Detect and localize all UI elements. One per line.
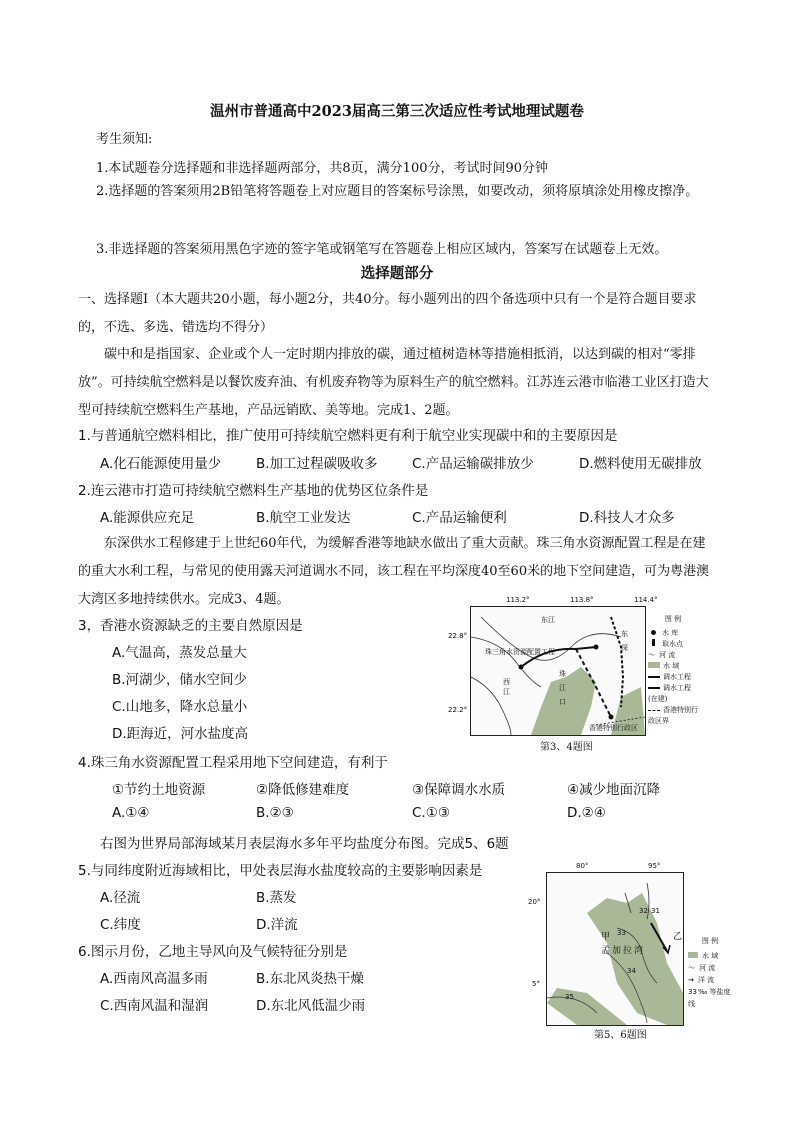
- reservoir-icon: [651, 630, 656, 635]
- isoline-label: 34: [627, 967, 636, 975]
- q4-option-c[interactable]: C.①③: [412, 805, 450, 821]
- legend-item: 调水工程(在建): [648, 684, 691, 703]
- hk-label: 香港特别行政区: [589, 724, 638, 732]
- q4-item-2: ②降低修建难度: [256, 782, 350, 798]
- zhujiangkou-label: 珠江口: [559, 670, 566, 706]
- q2-stem: 2.连云港市打造可持续航空燃料生产基地的优势区位条件是: [78, 483, 429, 499]
- page-title: 温州市普通高中2023届高三第三次适应性考试地理试题卷: [210, 103, 584, 120]
- isoline-label: 33: [617, 929, 626, 937]
- lat-label: 20°: [528, 898, 541, 906]
- q2-option-b[interactable]: B.航空工业发达: [256, 510, 351, 526]
- legend-title: 图 例: [701, 937, 719, 945]
- map-graphic: [471, 607, 645, 735]
- q4-option-d[interactable]: D.②④: [567, 805, 606, 821]
- q4-stem: 4.珠三角水资源配置工程采用地下空间建造，有利于: [78, 755, 388, 771]
- q5-stem: 5.与同纬度附近海域相比，甲处表层海水盐度较高的主要影响因素是: [78, 863, 483, 879]
- legend-item: → 洋 流: [688, 976, 715, 984]
- q5-option-d[interactable]: D.洋流: [256, 917, 298, 933]
- passage-carbon: 碳中和是指国家、企业或个人一定时期内排放的碳，通过植树造林等措施相抵消，以达到碳的相对“零排放”。可持续航空燃料是以餐饮废弃油、有机废弃物等为原料生产的航空燃料。江苏连云港市临港工业区打造大型可持续航空燃料生产基地，产品远销欧、美等地。完成1、2题。: [78, 347, 709, 418]
- q4-item-3: ③保障调水水质: [412, 782, 506, 798]
- legend-item: ～ 河 流: [688, 964, 716, 972]
- passage-salinity: 右图为世界局部海域某月表层海水多年平均盐度分布图。完成5、6题: [100, 836, 509, 852]
- section-title: 选择题部分: [360, 265, 434, 282]
- q1-stem: 1.与普通航空燃料相比，推广使用可持续航空燃料更有利于航空业实现碳中和的主要原因是: [78, 428, 618, 444]
- river-icon: ～: [648, 651, 655, 659]
- lon-label: 80°: [576, 862, 589, 870]
- lat-label: 22.2°: [448, 706, 468, 714]
- lat-label: 5°: [532, 980, 540, 988]
- q1-option-c[interactable]: C.产品运输碳排放少: [412, 456, 534, 472]
- water-area-icon: [688, 952, 698, 958]
- legend-item: 取水点: [648, 639, 698, 650]
- lon-label: 113.8°: [570, 596, 594, 604]
- q4-item-1: ①节约土地资源: [112, 782, 206, 798]
- passage-water: 东深供水工程修建于上世纪60年代，为缓解香港等地缺水做出了重大贡献。珠三角水资源配置工程是在建的重大水利工程，与常见的使用露天河道调水不同，该工程在平均深度40至60米的地下空间建造，可为粤港澳大湾区多地持续供水。完成3、4题。: [78, 536, 710, 607]
- lon-label: 95°: [648, 862, 661, 870]
- q2-option-a[interactable]: A.能源供应充足: [100, 510, 195, 526]
- map-pearl-river-delta: [448, 596, 698, 753]
- q1-option-b[interactable]: B.加工过程碳吸收多: [256, 456, 378, 472]
- xijiang-label: 西江: [503, 678, 510, 696]
- map1-caption: 第3、4题图: [540, 742, 593, 753]
- notice-item-3: 3.非选择题的答案须用黑色字迹的签字笔或钢笔写在答题卷上相应区域内，答案写在试题卷上无效。: [96, 242, 668, 257]
- q6-option-c[interactable]: C.西南风温和湿润: [100, 998, 209, 1014]
- legend-item: ～ 河 流: [648, 651, 676, 659]
- isoline-label: 35: [565, 993, 574, 1001]
- dongjiang-label: 东江: [541, 616, 555, 624]
- q3-option-a[interactable]: A.气温高，蒸发总量大: [112, 645, 247, 661]
- q3-option-b[interactable]: B.河湖少，储水空间少: [112, 672, 248, 688]
- q4-option-a[interactable]: A.①④: [112, 805, 150, 821]
- q6-option-b[interactable]: B.东北风炎热干燥: [256, 971, 365, 987]
- sea-water: [547, 988, 627, 1025]
- q1-option-a[interactable]: A.化石能源使用量少: [100, 456, 222, 472]
- bay-label: 孟加拉湾: [601, 946, 646, 956]
- boundary-icon: [648, 710, 660, 711]
- yi-label: 乙: [673, 932, 683, 942]
- q5-option-b[interactable]: B.蒸发: [256, 890, 297, 906]
- q6-option-a[interactable]: A.西南风高温多雨: [100, 971, 208, 987]
- q3-option-c[interactable]: C.山地多，降水总量小: [112, 699, 248, 715]
- lon-label: 114.4°: [634, 596, 658, 604]
- legend-title: 图 例: [664, 615, 682, 623]
- transfer-line-icon: [648, 676, 660, 678]
- q4-option-b[interactable]: B.②③: [256, 805, 294, 821]
- map2-caption: 第5、6题图: [594, 1030, 647, 1041]
- q6-option-d[interactable]: D.东北风低温少雨: [256, 998, 366, 1014]
- legend-item: 水 域: [648, 661, 698, 672]
- river-icon: ～: [688, 964, 695, 972]
- isoline-label: 31: [651, 907, 660, 915]
- map-frame: [546, 872, 684, 1026]
- q4-item-4: ④减少地面沉降: [567, 782, 661, 798]
- project-label: 珠三角水资源配置工程: [485, 648, 555, 656]
- jia-label: 甲: [601, 932, 611, 942]
- q2-option-d[interactable]: D.科技人才众多: [579, 510, 675, 526]
- current-arrow-icon: →: [688, 976, 694, 984]
- shen-label: 深: [621, 644, 628, 652]
- q6-stem: 6.图示月份，乙地主导风向及气候特征分别是: [78, 944, 348, 960]
- map-bay-of-bengal: [528, 862, 731, 1041]
- lat-label: 22.8°: [448, 632, 468, 640]
- legend-item: 香港特别行政区界: [648, 706, 698, 725]
- map1-legend: [648, 614, 698, 727]
- legend-item: 调水工程: [648, 672, 698, 683]
- q5-option-a[interactable]: A.径流: [100, 890, 141, 906]
- map-frame: [470, 606, 646, 736]
- legend-item: 33‰ 等盐度线: [688, 988, 731, 1008]
- transfer-dashed-icon: [648, 687, 660, 689]
- part1-intro: 一、选择题Ⅰ（本大题共20小题，每小题2分，共40分。每小题列出的四个备选项中只有一个是符合题目要求的，不选、多选、错选均不得分）: [78, 292, 697, 335]
- legend-item: 水 域: [688, 950, 732, 962]
- notice-item-1: 1.本试题卷分选择题和非选择题两部分，共8页，满分100分，考试时间90分钟: [96, 161, 549, 176]
- isoline-label: 32: [639, 907, 648, 915]
- east-label: 东: [621, 630, 628, 638]
- isoline-unit: ‰: [697, 988, 708, 996]
- intake-icon: [652, 639, 655, 646]
- water-area-icon: [648, 662, 660, 668]
- q5-option-c[interactable]: C.纬度: [100, 917, 141, 933]
- isoline-sample: 33: [688, 988, 697, 996]
- map2-legend: [688, 936, 732, 1010]
- notice-item-2: 2.选择题的答案须用2B铅笔将答题卷上对应题目的答案标号涂黑，如要改动，须将原填涂处用橡皮擦净。: [96, 184, 699, 199]
- notice-heading: 考生须知:: [96, 132, 153, 147]
- q3-stem: 3，香港水资源缺乏的主要自然原因是: [78, 618, 303, 634]
- legend-item: 水 库: [648, 628, 698, 639]
- q3-option-d[interactable]: D.距海近，河水盐度高: [112, 726, 249, 742]
- q1-option-d[interactable]: D.燃料使用无碳排放: [579, 456, 702, 472]
- q2-option-c[interactable]: C.产品运输便利: [412, 510, 507, 526]
- lon-label: 113.2°: [506, 596, 530, 604]
